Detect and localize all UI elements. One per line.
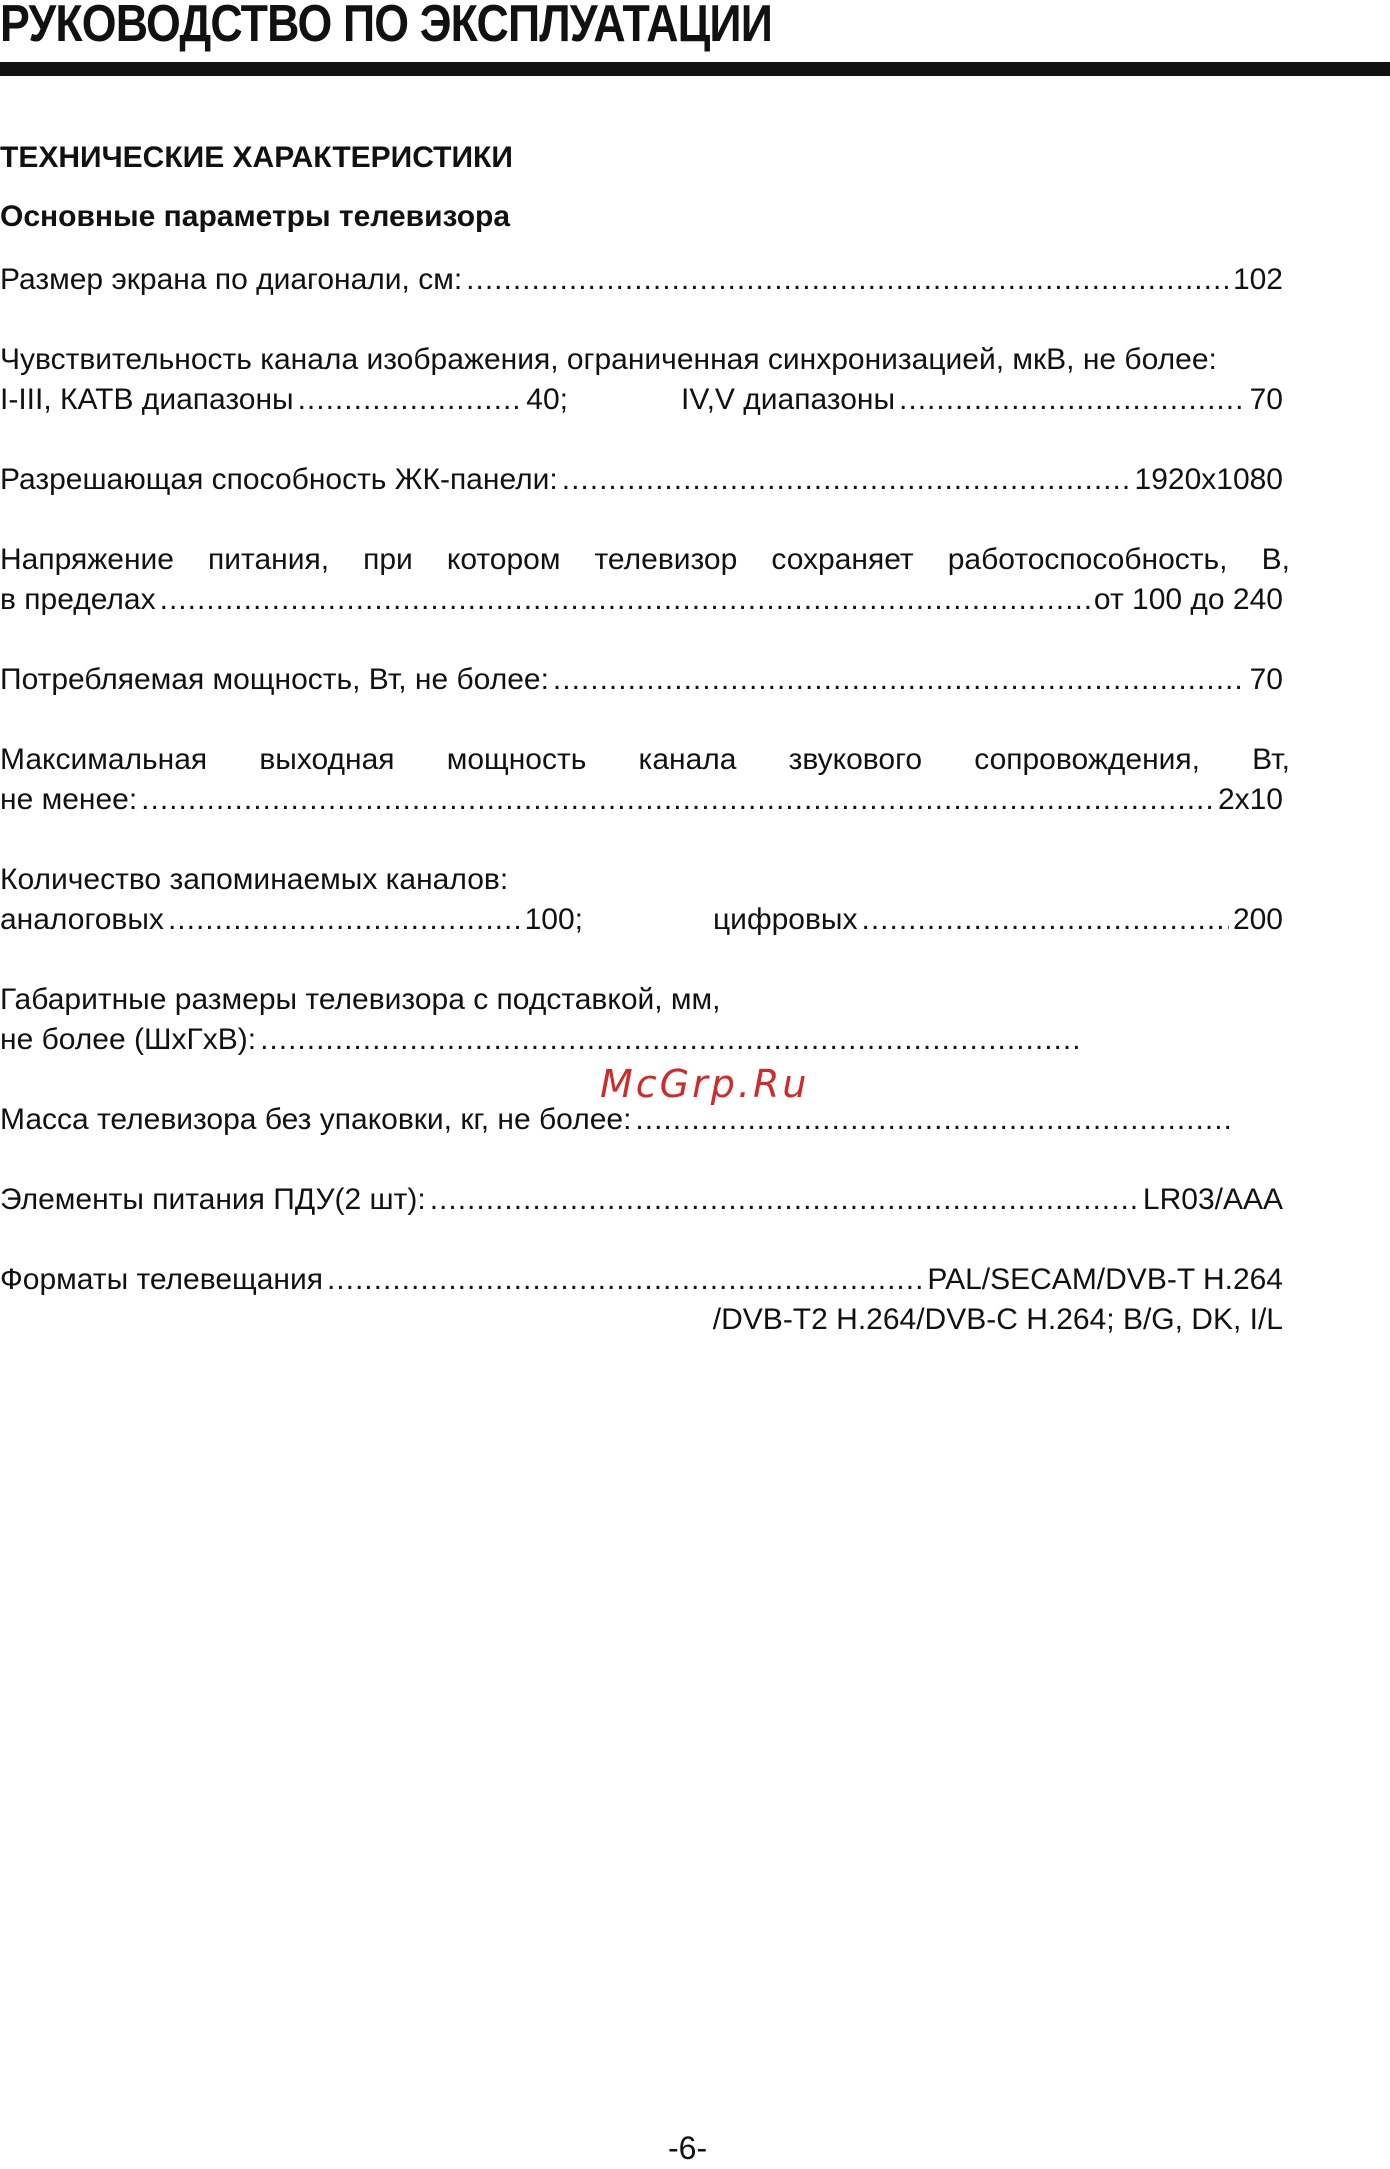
dot-leader xyxy=(327,1260,923,1300)
spec-label: в пределах xyxy=(0,583,156,616)
spec-label: цифровых xyxy=(713,903,858,936)
spec-label: Разрешающая способность ЖК-панели: xyxy=(0,463,558,496)
spec-value: 102 xyxy=(1232,263,1283,296)
word: питания, xyxy=(208,543,330,576)
spec-label: Элементы питания ПДУ(2 шт): xyxy=(0,1183,426,1216)
word: котором xyxy=(446,543,561,576)
word: Максимальная xyxy=(0,743,208,776)
word: сопровождения, xyxy=(974,743,1200,776)
spec-resolution xyxy=(0,460,1283,500)
word: работоспособность, xyxy=(947,543,1228,576)
spec-value: 70 xyxy=(1249,663,1283,696)
spec-dimensions-label: Габаритные размеры телевизора с подставкой, мм, xyxy=(0,983,721,1016)
page-number: -6- xyxy=(668,2130,708,2166)
header-rule xyxy=(0,62,1390,76)
dot-leader xyxy=(168,900,521,940)
dot-leader xyxy=(298,380,523,420)
word: сохраняет xyxy=(771,543,914,576)
dot-leader xyxy=(141,780,1214,820)
word: при xyxy=(363,543,413,576)
dot-leader xyxy=(160,580,1090,620)
section-subtitle: Основные параметры телевизора xyxy=(0,200,511,233)
spec-audio xyxy=(0,780,1283,820)
section-title: ТЕХНИЧЕСКИЕ ХАРАКТЕРИСТИКИ xyxy=(0,141,513,174)
spec-label: аналоговых xyxy=(0,903,164,936)
dot-leader xyxy=(899,380,1246,420)
spec-mass xyxy=(0,1100,1236,1140)
spec-value: 2х10 xyxy=(1217,783,1283,816)
spec-audio-label-line1 xyxy=(0,740,1290,780)
spec-voltage xyxy=(0,580,1283,620)
spec-value: от 100 до 240 xyxy=(1093,583,1283,616)
spec-value: 100; xyxy=(524,903,583,936)
dot-leader xyxy=(553,660,1246,700)
spec-screen-size xyxy=(0,260,1283,300)
spec-value: 70 xyxy=(1249,383,1283,416)
spec-label: Потребляемая мощность, Вт, не более: xyxy=(0,663,549,696)
spec-label: Форматы телевещания xyxy=(0,1263,323,1296)
word: звукового xyxy=(788,743,923,776)
spec-label: не менее: xyxy=(0,783,138,816)
word: В, xyxy=(1261,543,1290,576)
spec-dimensions xyxy=(0,1020,1083,1060)
spec-batteries xyxy=(0,1180,1283,1220)
spec-value: 200 xyxy=(1232,903,1283,936)
spec-sensitivity-band1 xyxy=(0,380,568,420)
spec-label: не более (ШхГхВ): xyxy=(0,1023,257,1056)
spec-value: PAL/SECAM/DVB-T H.264 xyxy=(927,1263,1283,1296)
page-header-title: РУКОВОДСТВО ПО ЭКСПЛУАТАЦИИ xyxy=(0,0,773,53)
dot-leader xyxy=(635,1100,1232,1140)
spec-power xyxy=(0,660,1283,700)
spec-label: Масса телевизора без упаковки, кг, не более: xyxy=(0,1103,632,1136)
spec-sensitivity-label: Чувствительность канала изображения, ограниченная синхронизацией, мкВ, не более: xyxy=(0,343,1217,376)
spec-label: Размер экрана по диагонали, см: xyxy=(0,263,463,296)
word: канала xyxy=(638,743,737,776)
dot-leader xyxy=(562,460,1131,500)
word: выходная xyxy=(259,743,395,776)
word: мощность xyxy=(446,743,587,776)
dot-leader xyxy=(260,1020,1079,1060)
word: Напряжение xyxy=(0,543,174,576)
spec-value: 1920х1080 xyxy=(1134,463,1283,496)
spec-formats xyxy=(0,1260,1283,1300)
word: Вт, xyxy=(1252,743,1290,776)
spec-voltage-label-line1 xyxy=(0,540,1290,580)
spec-channels-digital xyxy=(713,900,1283,940)
spec-channels-analog xyxy=(0,900,583,940)
spec-sensitivity-band2 xyxy=(681,380,1283,420)
dot-leader xyxy=(430,1180,1139,1220)
spec-label: I-III, КАТВ диапазоны xyxy=(0,383,294,416)
dot-leader xyxy=(466,260,1229,300)
spec-label: IV,V диапазоны xyxy=(681,383,896,416)
watermark: McGrp.Ru xyxy=(600,1062,810,1106)
spec-value: 40; xyxy=(526,383,568,416)
spec-channels-label: Количество запоминаемых каналов: xyxy=(0,863,509,896)
word: телевизор xyxy=(594,543,738,576)
spec-value: LR03/AAA xyxy=(1142,1183,1283,1216)
dot-leader xyxy=(862,900,1229,940)
spec-formats-continued: /DVB-T2 H.264/DVB-C H.264; B/G, DK, I/L xyxy=(712,1303,1283,1336)
